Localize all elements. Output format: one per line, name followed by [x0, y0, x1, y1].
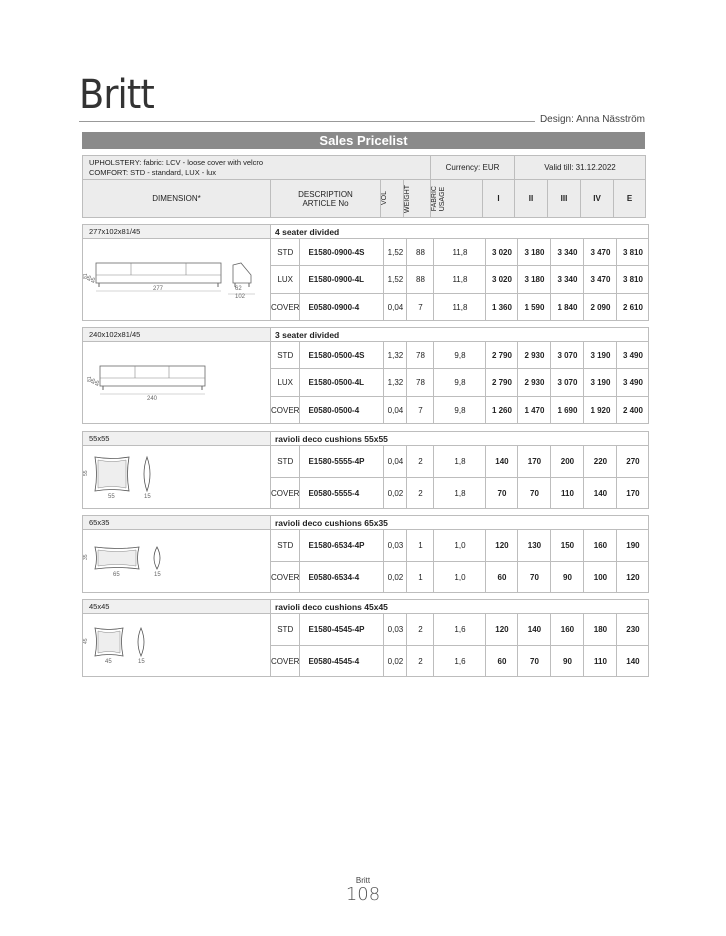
comfort-cell: COVER: [271, 562, 300, 593]
comfort-cell: COVER: [271, 294, 300, 321]
vol-cell: 0,03: [384, 530, 407, 562]
article-cell: E0580-0900-4: [300, 294, 384, 321]
weight-cell: 1: [407, 562, 434, 593]
product-block: [82, 431, 649, 509]
dim-width: 65: [113, 571, 120, 578]
price-cell: 3 810: [617, 266, 649, 294]
product-name: 3 seater divided: [271, 328, 649, 342]
product-name: ravioli deco cushions 55x55: [271, 432, 649, 446]
comfort-cell: STD: [271, 342, 300, 369]
price-cell: 60: [486, 562, 518, 593]
weight-cell: 78: [407, 369, 434, 397]
weight-cell: 2: [407, 646, 434, 677]
dim-seat-height: 45: [91, 377, 97, 384]
weight-cell: 2: [407, 614, 434, 646]
product-name: ravioli deco cushions 65x35: [271, 516, 649, 530]
product-drawing: [83, 342, 271, 424]
price-cell: 3 180: [518, 239, 551, 266]
article-cell: E1580-4545-4P: [300, 614, 384, 646]
comfort-cell: LUX: [271, 266, 300, 294]
pricelist-meta: [82, 155, 646, 180]
product-block: [82, 327, 649, 424]
vol-cell: 0,04: [384, 397, 407, 424]
price-cell: 3 340: [551, 266, 584, 294]
col-article: ARTICLE No: [302, 198, 349, 208]
article-cell: E1580-0900-4S: [300, 239, 384, 266]
vol-cell: 1,32: [384, 369, 407, 397]
article-cell: E1580-0900-4L: [300, 266, 384, 294]
product-drawing: [83, 530, 271, 593]
weight-cell: 78: [407, 342, 434, 369]
table-row: [83, 530, 649, 562]
sales-pricelist-banner: Sales Pricelist: [82, 132, 645, 149]
fabric-cell: 1,0: [434, 530, 486, 562]
price-cell: 140: [584, 478, 617, 509]
article-cell: E1580-6534-4P: [300, 530, 384, 562]
price-cell: 120: [486, 614, 518, 646]
article-cell: E0580-0500-4: [300, 397, 384, 424]
price-cell: 230: [617, 614, 649, 646]
dim-seat-height: 45: [87, 274, 93, 281]
weight-cell: 2: [407, 478, 434, 509]
dim-width: 277: [153, 285, 164, 292]
comfort-cell: STD: [271, 614, 300, 646]
price-cell: 190: [617, 530, 649, 562]
price-cell: 1 840: [551, 294, 584, 321]
weight-cell: 88: [407, 239, 434, 266]
comfort-cell: STD: [271, 530, 300, 562]
vol-cell: 0,02: [384, 646, 407, 677]
col-fabric: FABRIC: [431, 185, 438, 212]
fabric-cell: 1,8: [434, 478, 486, 509]
cushion-drawing: [83, 618, 203, 673]
price-cell: 3 810: [617, 239, 649, 266]
price-cell: 3 340: [551, 239, 584, 266]
fabric-cell: 11,8: [434, 266, 486, 294]
dim-seat-height-2: 45: [91, 276, 97, 283]
price-cell: 90: [551, 562, 584, 593]
product-dimension: 55x55: [83, 432, 271, 446]
fabric-cell: 9,8: [434, 397, 486, 424]
table-row: [83, 614, 649, 646]
weight-cell: 1: [407, 530, 434, 562]
price-cell: 130: [518, 530, 551, 562]
price-cell: 270: [617, 446, 649, 478]
price-cell: 3 020: [486, 266, 518, 294]
product-block: [82, 515, 649, 593]
price-cell: 2 610: [617, 294, 649, 321]
col-group-e: E: [614, 180, 646, 218]
dim-width: 55: [108, 493, 115, 500]
article-cell: E1580-0500-4L: [300, 369, 384, 397]
weight-cell: 2: [407, 446, 434, 478]
price-cell: 3 490: [617, 369, 649, 397]
vol-cell: 0,03: [384, 614, 407, 646]
price-cell: 3 020: [486, 239, 518, 266]
price-cell: 110: [584, 646, 617, 677]
dim-depth-2: 102: [235, 293, 246, 300]
comfort-note: COMFORT: STD - standard, LUX - lux: [89, 167, 216, 177]
dim-side: 55: [83, 469, 89, 476]
weight-cell: 7: [407, 294, 434, 321]
col-group-1: I: [483, 180, 515, 218]
price-cell: 2 790: [486, 369, 518, 397]
price-cell: 100: [584, 562, 617, 593]
price-cell: 120: [486, 530, 518, 562]
price-cell: 2 090: [584, 294, 617, 321]
col-dimension: DIMENSION*: [83, 180, 271, 218]
price-cell: 2 790: [486, 342, 518, 369]
col-usage: USAGE: [439, 186, 446, 211]
price-cell: 3 190: [584, 369, 617, 397]
column-headers: [82, 179, 646, 218]
dim-thickness: 15: [138, 658, 145, 665]
product-drawing: [83, 614, 271, 677]
footer-name: Britt: [355, 876, 371, 885]
price-cell: 3 070: [551, 342, 584, 369]
article-cell: E0580-6534-4: [300, 562, 384, 593]
dim-side: 45: [83, 637, 89, 644]
price-cell: 1 360: [486, 294, 518, 321]
col-weight: WEIGHT: [404, 184, 411, 213]
col-description: DESCRIPTION: [298, 189, 353, 199]
col-group-3: III: [548, 180, 581, 218]
table-row: [83, 342, 649, 369]
fabric-cell: 1,8: [434, 446, 486, 478]
vol-cell: 0,04: [384, 446, 407, 478]
price-cell: 70: [518, 478, 551, 509]
article-cell: E0580-4545-4: [300, 646, 384, 677]
price-cell: 150: [551, 530, 584, 562]
comfort-cell: COVER: [271, 646, 300, 677]
price-cell: 220: [584, 446, 617, 478]
fabric-cell: 1,0: [434, 562, 486, 593]
price-cell: 1 590: [518, 294, 551, 321]
price-cell: 1 920: [584, 397, 617, 424]
price-cell: 60: [486, 646, 518, 677]
sofa-4-seater-drawing: [83, 255, 263, 305]
fabric-cell: 1,6: [434, 614, 486, 646]
price-cell: 170: [617, 478, 649, 509]
weight-cell: 88: [407, 266, 434, 294]
price-cell: 160: [551, 614, 584, 646]
table-row: [83, 239, 649, 266]
comfort-cell: COVER: [271, 397, 300, 424]
product-drawing: [83, 239, 271, 321]
product-name: ravioli deco cushions 45x45: [271, 600, 649, 614]
fabric-cell: 9,8: [434, 342, 486, 369]
price-cell: 90: [551, 646, 584, 677]
price-cell: 140: [486, 446, 518, 478]
price-cell: 1 690: [551, 397, 584, 424]
article-cell: E0580-5555-4: [300, 478, 384, 509]
vol-cell: 1,32: [384, 342, 407, 369]
comfort-cell: COVER: [271, 478, 300, 509]
dim-side: 35: [83, 553, 89, 560]
price-cell: 3 470: [584, 239, 617, 266]
price-cell: 2 930: [518, 369, 551, 397]
page-number: 108: [345, 884, 381, 905]
brand-title: Britt: [79, 72, 154, 118]
price-cell: 140: [518, 614, 551, 646]
price-cell: 2 930: [518, 342, 551, 369]
product-block: [82, 224, 649, 321]
header-rule: [79, 121, 535, 122]
comfort-cell: STD: [271, 239, 300, 266]
dim-width: 240: [147, 395, 158, 402]
price-cell: 180: [584, 614, 617, 646]
price-cell: 160: [584, 530, 617, 562]
product-dimension: 240x102x81/45: [83, 328, 271, 342]
upholstery-note: UPHOLSTERY: fabric: LCV - loose cover with velcro: [89, 157, 264, 167]
designer-credit: Design: Anna Näsström: [539, 114, 645, 125]
comfort-cell: LUX: [271, 369, 300, 397]
article-cell: E1580-5555-4P: [300, 446, 384, 478]
price-cell: 70: [518, 562, 551, 593]
price-cell: 3 190: [584, 342, 617, 369]
valid-till-label: Valid till: 31.12.2022: [515, 156, 646, 180]
price-cell: 3 470: [584, 266, 617, 294]
price-cell: 140: [617, 646, 649, 677]
col-group-4: IV: [581, 180, 614, 218]
price-cell: 3 180: [518, 266, 551, 294]
vol-cell: 1,52: [384, 266, 407, 294]
product-block: [82, 599, 649, 677]
dim-height: 81: [87, 375, 93, 382]
price-cell: 1 470: [518, 397, 551, 424]
cushion-drawing: [83, 534, 203, 589]
col-vol: VOL: [381, 191, 388, 206]
fabric-cell: 11,8: [434, 239, 486, 266]
price-cell: 3 490: [617, 342, 649, 369]
dim-thickness: 15: [144, 493, 151, 500]
price-cell: 70: [486, 478, 518, 509]
vol-cell: 1,52: [384, 239, 407, 266]
price-cell: 170: [518, 446, 551, 478]
col-group-2: II: [515, 180, 548, 218]
price-cell: 120: [617, 562, 649, 593]
sofa-3-seater-drawing: [83, 358, 263, 408]
currency-label: Currency: EUR: [431, 156, 515, 180]
dim-width: 45: [105, 658, 112, 665]
product-dimension: 277x102x81/45: [83, 225, 271, 239]
product-dimension: 65x35: [83, 516, 271, 530]
fabric-cell: 1,6: [434, 646, 486, 677]
vol-cell: 0,02: [384, 478, 407, 509]
article-cell: E1580-0500-4S: [300, 342, 384, 369]
product-drawing: [83, 446, 271, 509]
product-name: 4 seater divided: [271, 225, 649, 239]
weight-cell: 7: [407, 397, 434, 424]
price-cell: 3 070: [551, 369, 584, 397]
comfort-cell: STD: [271, 446, 300, 478]
cushion-drawing: [83, 450, 203, 505]
price-cell: 2 400: [617, 397, 649, 424]
table-row: [83, 446, 649, 478]
product-dimension: 45x45: [83, 600, 271, 614]
price-cell: 110: [551, 478, 584, 509]
dim-height: 81: [83, 272, 89, 279]
dim-depth-1: 62: [235, 285, 242, 292]
fabric-cell: 9,8: [434, 369, 486, 397]
price-cell: 70: [518, 646, 551, 677]
vol-cell: 0,02: [384, 562, 407, 593]
price-cell: 1 260: [486, 397, 518, 424]
dim-seat-height-2: 45: [95, 379, 101, 386]
vol-cell: 0,04: [384, 294, 407, 321]
dim-thickness: 15: [154, 571, 161, 578]
price-cell: 200: [551, 446, 584, 478]
fabric-cell: 11,8: [434, 294, 486, 321]
